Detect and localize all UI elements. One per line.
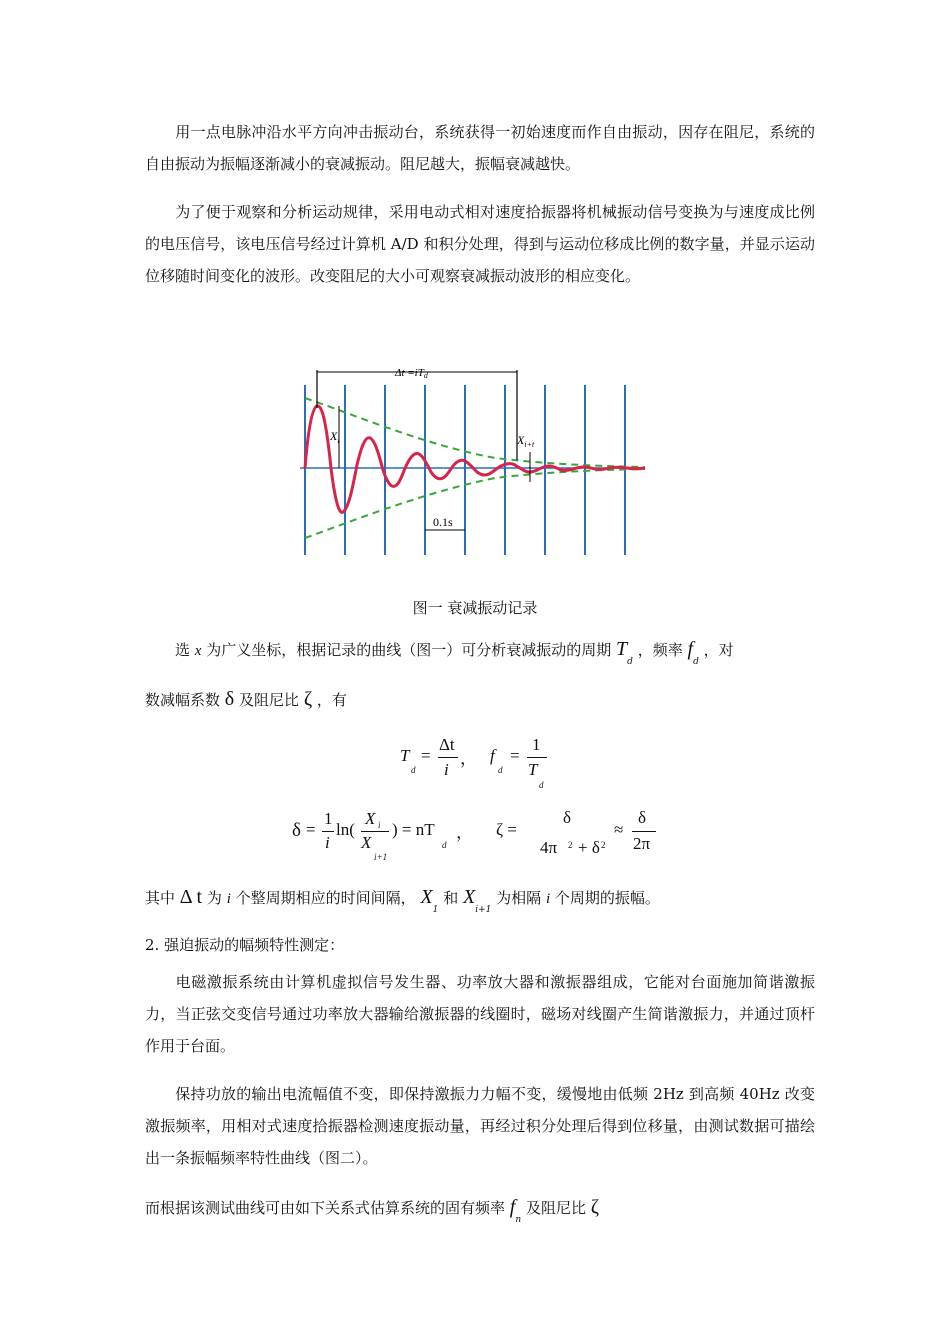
paragraph-sensor-description [145, 196, 815, 292]
symbol-x: x [194, 643, 202, 659]
fraction-bar [632, 831, 656, 832]
symbol-delta: δ [224, 688, 235, 710]
paragraph-free-vibration [145, 116, 815, 180]
paragraph-explanation: 其中 Δ t 为 i 个整周期相应的时间间隔， $X_1$ 和 $X_{i+1}$ 为相隔 i 个周期的振幅。 [145, 886, 660, 915]
damped-vibration-figure [295, 360, 655, 560]
xi-label: $X_i$ [330, 429, 340, 445]
damped-waveform [305, 406, 645, 512]
symbol-delta-t: Δ t [179, 886, 203, 908]
symbol-f: f [687, 638, 694, 660]
paragraph-text: 用一点电脉冲沿水平方向冲击振动台，系统获得一初始速度而作自由振动，因存在阻尼，系统的自由振动为振幅逐渐减小的衰减振动。阻尼越大，振幅衰减越快。 [145, 123, 815, 173]
fraction-bar [361, 831, 389, 832]
paragraph-text: 保持功放的输出电流幅值不变，即保持激振力力幅不变，缓慢地由低频 2Hz 到高频 40Hz 改变激振频率，用相对式速度拾振器检测速度振动量，再经过积分处理后得到位移量，由测试数据可描绘出一条振幅频率特性曲线（图二）。 [145, 1085, 815, 1167]
paragraph-excitation-system [145, 966, 815, 1062]
xit-label: $X_{i+t}$ [517, 433, 535, 449]
paragraph-natural-frequency: 而根据该测试曲线可由如下关系式估算系统的固有频率 $f_n$ 及阻尼比 ζ [145, 1196, 600, 1225]
fraction-bar [527, 757, 547, 758]
paragraph-analysis-line2: 数减幅系数 δ 及阻尼比 ζ ，有 [145, 688, 347, 710]
fraction-bar [322, 831, 334, 832]
paragraph-text: 为了便于观察和分析运动规律，采用电动式相对速度拾振器将机械振动信号变换为与速度成比例的电压信号，该电压信号经过计算机 A/D 和积分处理，得到与运动位移成比例的数字量，并显示运动位移随时间变化的波形。改变阻尼的大小可观察衰减振动波形的相应变化。 [145, 203, 815, 285]
section-heading-2: 2. 强迫振动的幅频特性测定： [145, 936, 345, 954]
dt-label: Δt =iTd [395, 367, 428, 380]
upper-envelope [305, 398, 645, 467]
symbol-T: T [616, 638, 628, 660]
paragraph-text: 电磁激振系统由计算机虚拟信号发生器、功率放大器和激振器组成，它能对台面施加简谐激振力，当正弦交变信号通过功率放大器输给激振器的线圈时，磁场对线圈产生简谐激振力，并通过顶杆作用于台面。 [145, 973, 815, 1055]
fraction-bar [438, 757, 458, 758]
figure-caption: 图一 衰减振动记录 [412, 599, 538, 617]
lower-envelope [305, 469, 645, 538]
paragraph-frequency-sweep [145, 1078, 815, 1174]
scale-label: 0.1s [433, 515, 453, 529]
symbol-zeta: ζ [303, 688, 313, 710]
paragraph-analysis-line1: 选 x 为广义坐标，根据记录的曲线（图一）可分析衰减振动的周期 $T_d$ ，频率 $f_d$ ，对 [175, 638, 734, 667]
